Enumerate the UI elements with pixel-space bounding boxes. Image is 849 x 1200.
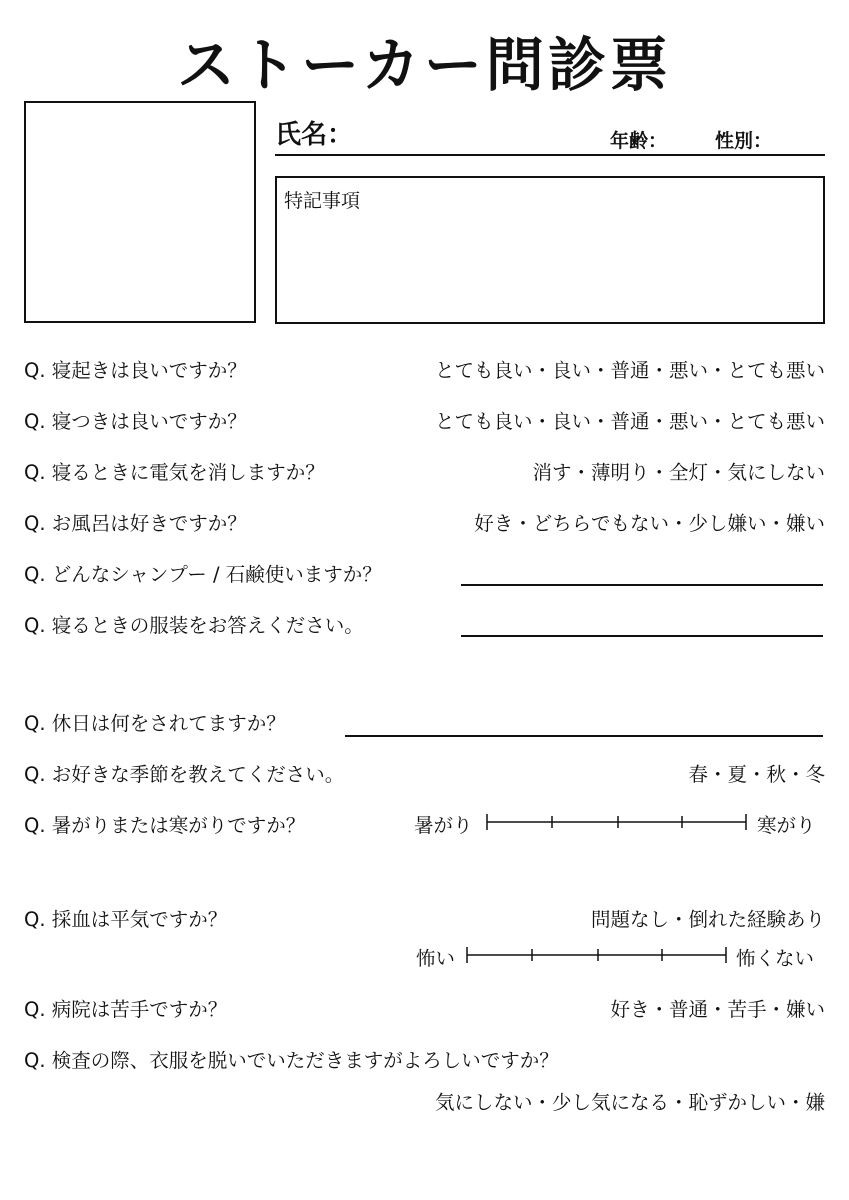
age-label: 年齢： bbox=[610, 130, 668, 152]
answer-options-3[interactable]: 消す・薄明り・全灯・気にしない bbox=[532, 461, 825, 484]
page-title: ストーカー問診票 bbox=[177, 31, 672, 99]
question-12: Q. 検査の際、衣服を脱いでいただきますがよろしいですか？ bbox=[24, 1049, 559, 1072]
answer-options-12[interactable]: 気にしない・少し気になる・恥ずかしい・嫌 bbox=[434, 1091, 825, 1114]
answer-options-1[interactable]: とても良い・良い・普通・悪い・とても悪い bbox=[434, 359, 825, 382]
question-2: Q. 寝つきは良いですか？ bbox=[24, 410, 247, 433]
sex-label: 性別： bbox=[715, 130, 773, 152]
answer-line-5[interactable] bbox=[461, 584, 823, 586]
answer-options-8[interactable]: 春・夏・秋・冬 bbox=[688, 763, 825, 786]
photo-box[interactable] bbox=[24, 101, 256, 323]
question-9: Q. 暑がりまたは寒がりですか？ bbox=[24, 814, 306, 837]
fear-scale-right-label: 怖くない bbox=[736, 947, 815, 970]
question-6: Q. 寝るときの服装をお答えください。 bbox=[24, 614, 364, 637]
special-notes-label: 特記事項 bbox=[284, 190, 361, 212]
answer-line-6[interactable] bbox=[461, 635, 823, 637]
answer-options-4[interactable]: 好き・どちらでもない・少し嫌い・嫌い bbox=[474, 512, 825, 535]
question-8: Q. お好きな季節を教えてください。 bbox=[24, 763, 345, 786]
answer-options-2[interactable]: とても良い・良い・普通・悪い・とても悪い bbox=[434, 410, 825, 433]
question-5: Q. どんなシャンプー / 石鹸使いますか？ bbox=[24, 563, 382, 586]
question-10: Q. 採血は平気ですか？ bbox=[24, 908, 228, 931]
question-11: Q. 病院は苦手ですか？ bbox=[24, 998, 228, 1021]
question-1: Q. 寝起きは良いですか？ bbox=[24, 359, 247, 382]
question-3: Q. 寝るときに電気を消しますか？ bbox=[24, 461, 325, 484]
answer-line-7[interactable] bbox=[345, 735, 823, 737]
heat-scale-right-label: 寒がり bbox=[757, 814, 816, 837]
name-label: 氏名： bbox=[275, 120, 354, 150]
fear-scale[interactable] bbox=[466, 946, 728, 964]
fear-scale-left-label: 怖い bbox=[416, 947, 456, 970]
question-4: Q. お風呂は好きですか？ bbox=[24, 512, 247, 535]
answer-options-11[interactable]: 好き・普通・苦手・嫌い bbox=[610, 998, 825, 1021]
heat-scale-left-label: 暑がり bbox=[414, 814, 473, 837]
answer-options-10[interactable]: 問題なし・倒れた経験あり bbox=[590, 908, 825, 931]
question-7: Q. 休日は何をされてますか？ bbox=[24, 712, 286, 735]
name-field-line[interactable] bbox=[275, 154, 825, 156]
heat-scale[interactable] bbox=[486, 813, 748, 831]
